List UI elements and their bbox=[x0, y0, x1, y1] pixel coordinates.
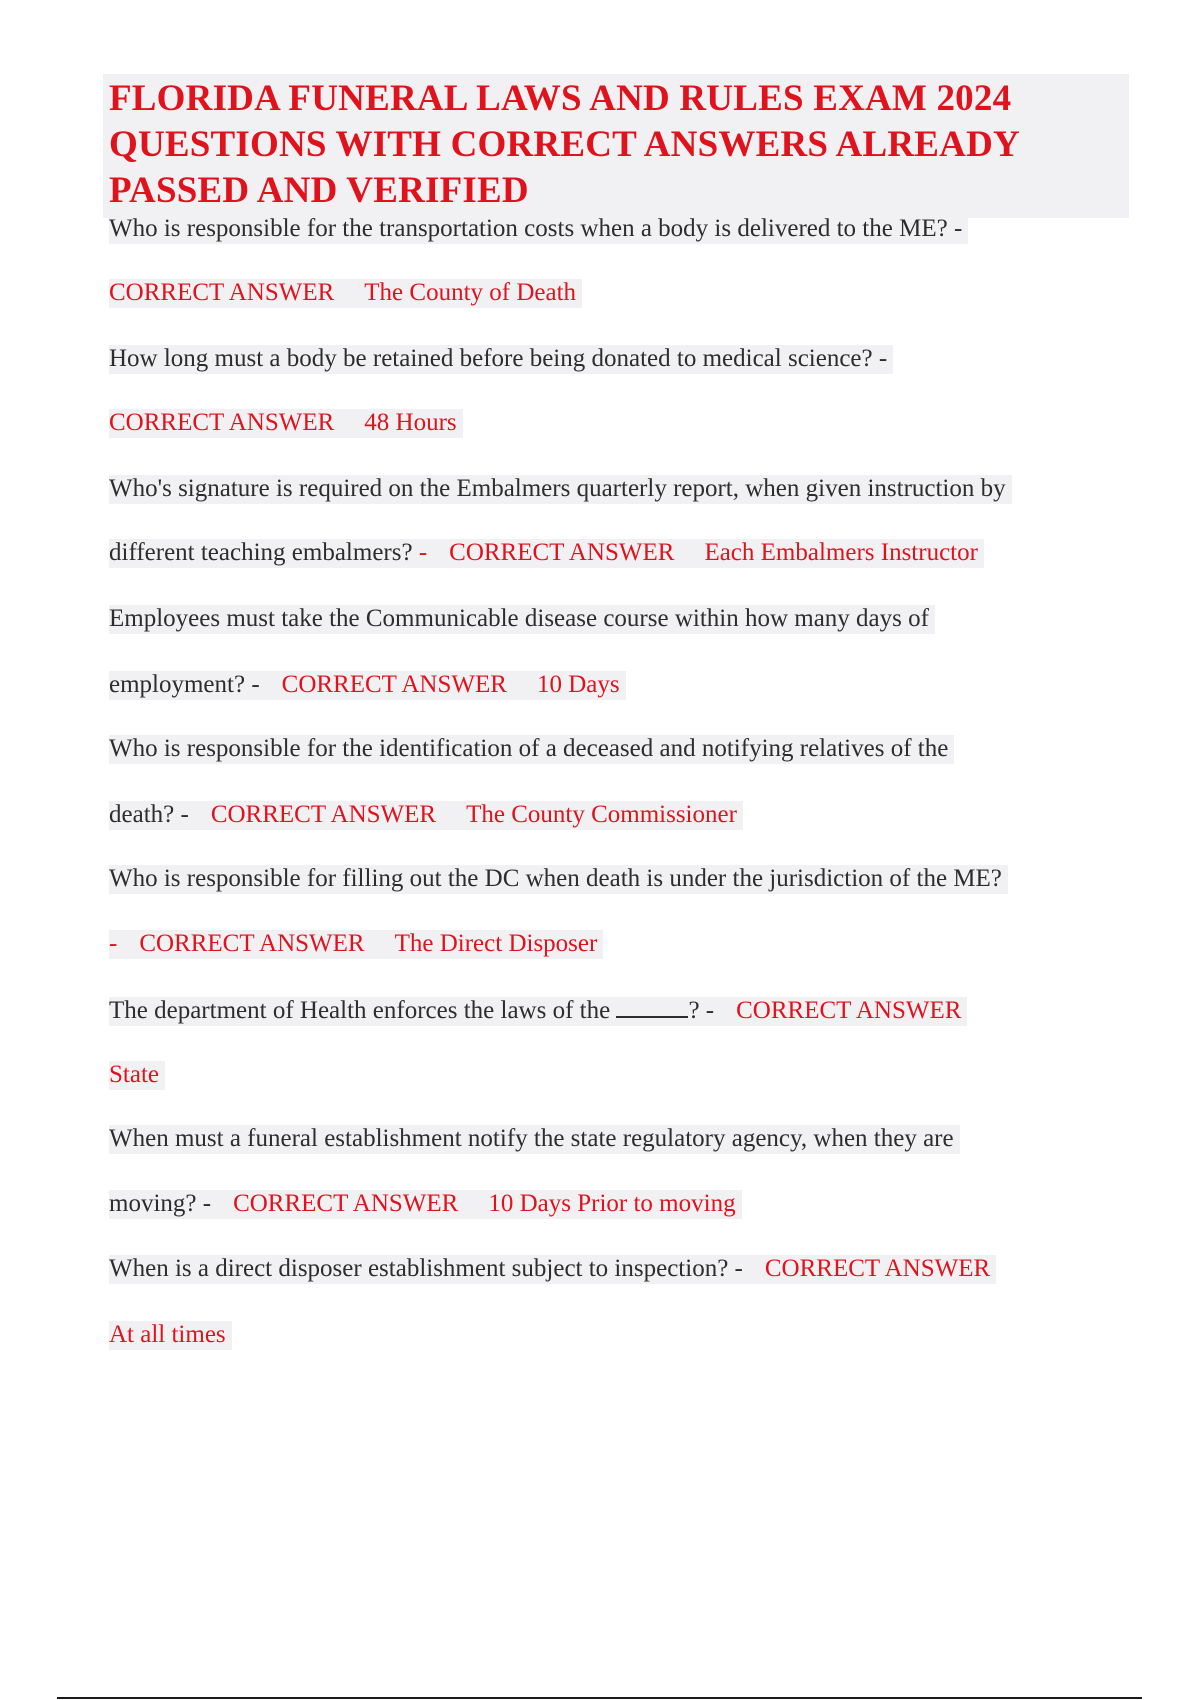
question-text: moving? bbox=[109, 1190, 197, 1217]
answer-text: At all times bbox=[109, 1321, 232, 1350]
answer-text: Each Embalmers Instructor bbox=[704, 539, 978, 566]
answer-text: The Direct Disposer bbox=[394, 930, 598, 957]
question-text-end: ? bbox=[688, 997, 700, 1024]
dash: - bbox=[202, 1190, 212, 1217]
question-text: Who is responsible for the transportation costs when a body is delivered to the ME? - bbox=[109, 215, 968, 244]
answer-text: 48 Hours bbox=[364, 409, 457, 436]
question-5 bbox=[109, 734, 954, 764]
question-text: Who is responsible for the identification of a deceased and notifying relatives of the bbox=[109, 735, 954, 764]
dash: - bbox=[418, 539, 428, 566]
question-text: Employees must take the Communicable disease course within how many days of bbox=[109, 605, 935, 634]
correct-answer-label: CORRECT ANSWER bbox=[109, 409, 335, 436]
question-1 bbox=[109, 214, 968, 244]
fill-in-blank bbox=[616, 994, 688, 1018]
title-line-3: PASSED AND VERIFIED bbox=[109, 170, 529, 211]
question-4 bbox=[109, 604, 935, 634]
answer-2 bbox=[109, 408, 463, 438]
question-9 bbox=[109, 1254, 996, 1284]
answer-text: 10 Days Prior to moving bbox=[488, 1190, 736, 1217]
question-text: death? bbox=[109, 801, 175, 828]
answer-9 bbox=[109, 1320, 232, 1350]
answer-text: 10 Days bbox=[536, 671, 620, 698]
question-text: different teaching embalmers? bbox=[109, 539, 413, 566]
page-bottom-rule bbox=[57, 1697, 1142, 1699]
question-6 bbox=[109, 864, 1008, 894]
question-3 bbox=[109, 474, 1012, 504]
question-text: employment? bbox=[109, 671, 246, 698]
dash: - bbox=[734, 1255, 743, 1282]
document-title bbox=[103, 74, 1129, 218]
question-5-cont bbox=[109, 800, 743, 830]
question-text: Who's signature is required on the Embalmers quarterly report, when given instruction by bbox=[109, 475, 1012, 504]
dash: - bbox=[180, 801, 189, 828]
correct-answer-label: CORRECT ANSWER bbox=[764, 1255, 991, 1282]
question-4-cont bbox=[109, 670, 626, 700]
question-8 bbox=[109, 1124, 960, 1154]
question-text: How long must a body be retained before being donated to medical science? - bbox=[109, 345, 893, 374]
title-line-1: FLORIDA FUNERAL LAWS AND RULES EXAM 2024 bbox=[109, 78, 1012, 119]
correct-answer-label: CORRECT ANSWER bbox=[281, 671, 507, 698]
question-8-cont bbox=[109, 1189, 742, 1219]
correct-answer-label: CORRECT ANSWER bbox=[736, 997, 962, 1024]
dash: - bbox=[109, 930, 118, 957]
answer-7 bbox=[109, 1060, 165, 1090]
correct-answer-label: CORRECT ANSWER bbox=[109, 279, 335, 306]
question-3-cont bbox=[109, 538, 984, 568]
title-line-2: QUESTIONS WITH CORRECT ANSWERS ALREADY bbox=[109, 124, 1020, 165]
question-text: When must a funeral establishment notify the state regulatory agency, when they are bbox=[109, 1125, 960, 1154]
question-2 bbox=[109, 344, 893, 374]
correct-answer-label: CORRECT ANSWER bbox=[233, 1190, 459, 1217]
correct-answer-label: CORRECT ANSWER bbox=[210, 801, 437, 828]
question-text: The department of Health enforces the laws of the bbox=[109, 997, 611, 1024]
answer-text: The County Commissioner bbox=[466, 801, 737, 828]
dash: - bbox=[705, 997, 715, 1024]
question-7 bbox=[109, 994, 967, 1026]
question-text: Who is responsible for filling out the DC when death is under the jurisdiction of the ME? bbox=[109, 865, 1008, 894]
correct-answer-label: CORRECT ANSWER bbox=[139, 930, 365, 957]
question-text: When is a direct disposer establishment subject to inspection? bbox=[109, 1255, 729, 1282]
answer-text: State bbox=[109, 1061, 165, 1090]
dash: - bbox=[251, 671, 260, 698]
answer-1 bbox=[109, 278, 582, 308]
answer-6 bbox=[109, 929, 603, 959]
correct-answer-label: CORRECT ANSWER bbox=[449, 539, 675, 566]
answer-text: The County of Death bbox=[364, 279, 577, 306]
